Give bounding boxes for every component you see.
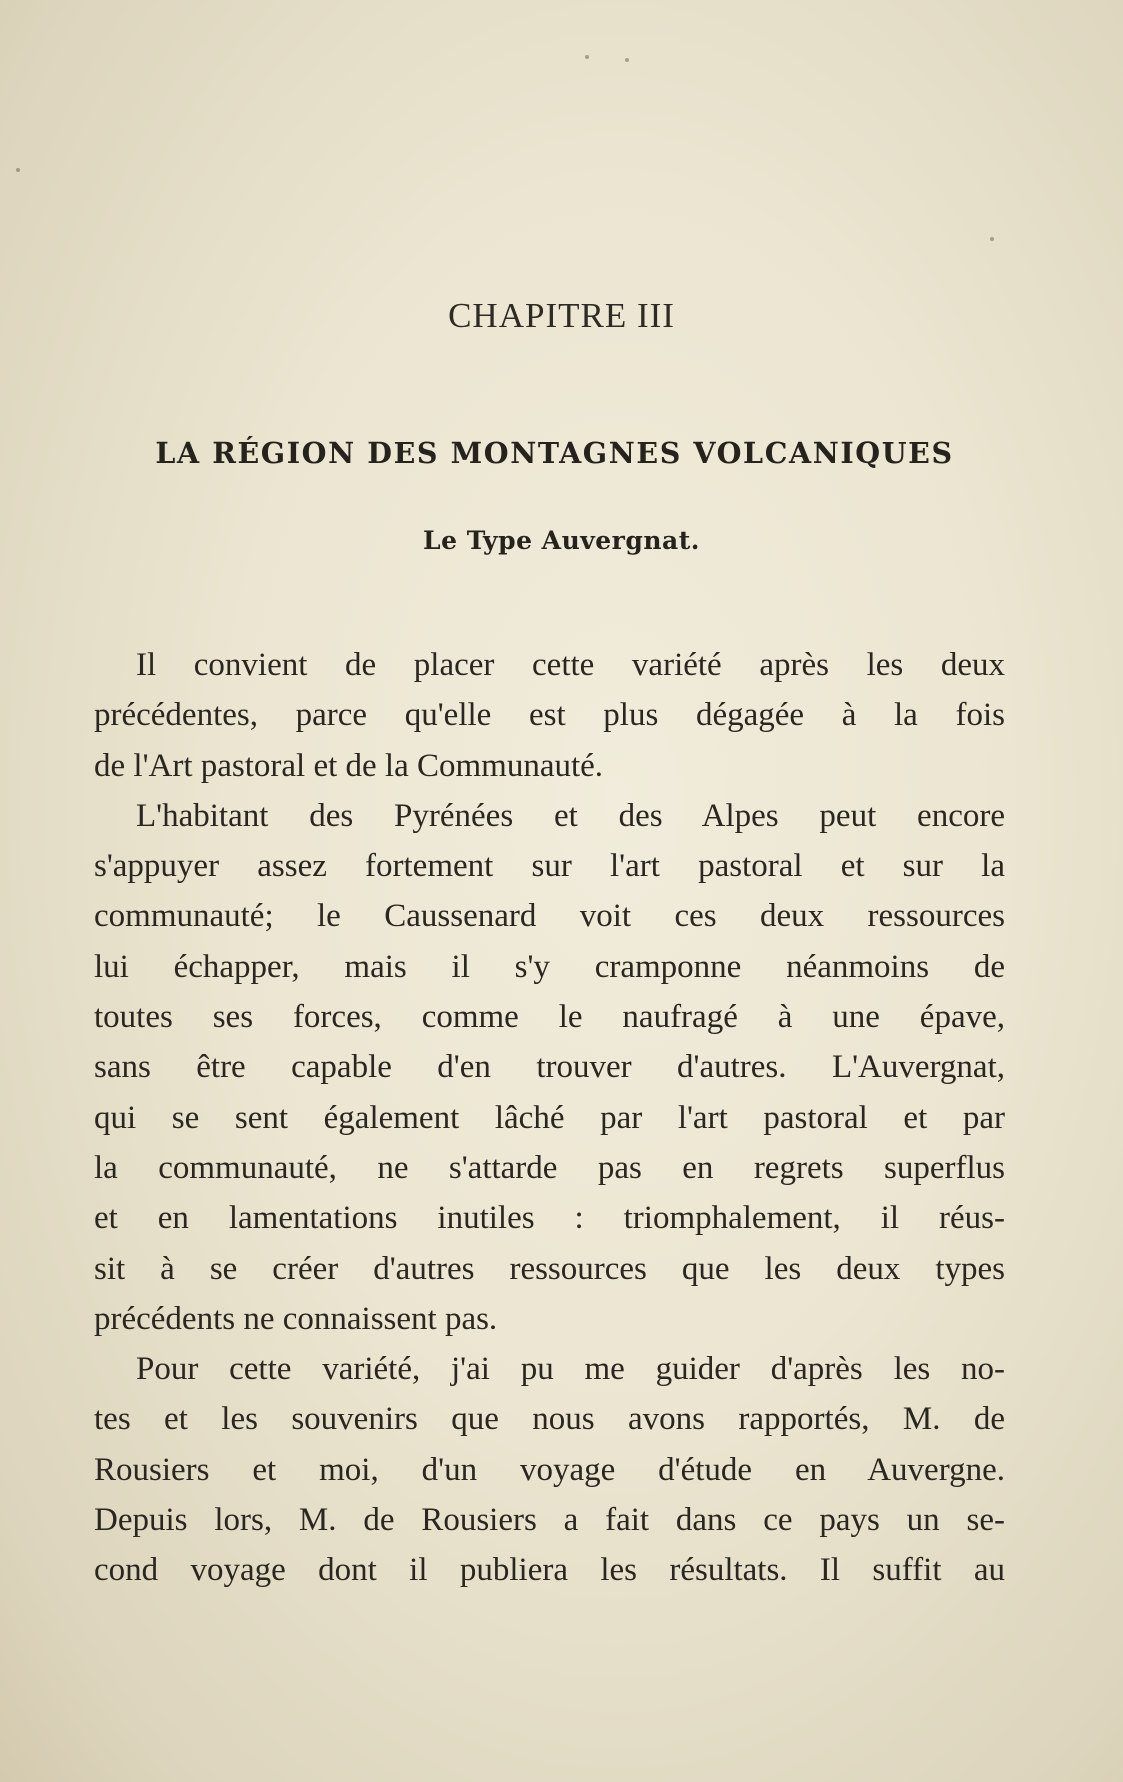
text-line: Il convient de placer cette variété après les deux [136, 647, 1005, 683]
text-line: précédents ne connaissent pas. [94, 1300, 498, 1337]
text-line: de l'Art pastoral et de la Communauté. [94, 747, 604, 784]
text-line: qui se sent également lâché par l'art pastoral et par [94, 1099, 1005, 1136]
text-line: la communauté, ne s'attarde pas en regrets superflus [94, 1149, 1005, 1186]
section-title: LA RÉGION DES MONTAGNES VOLCANIQUES [155, 436, 954, 470]
chapter-heading: CHAPITRE III [448, 296, 675, 335]
section-subtitle: Le Type Auvergnat. [423, 526, 700, 555]
text-line: sans être capable d'en trouver d'autres. L'Auvergnat, [94, 1049, 1005, 1086]
text-line: cond voyage dont il publiera les résultats. Il suffit au [94, 1552, 1005, 1589]
paper-speck [990, 237, 994, 241]
text-line: précédentes, parce qu'elle est plus dégagée à la fois [94, 697, 1005, 734]
text-line: lui échapper, mais il s'y cramponne néanmoins de [94, 948, 1005, 985]
paper-speck [625, 58, 629, 62]
text-line: et en lamentations inutiles : triomphalement, il réus- [94, 1200, 1005, 1237]
text-line: L'habitant des Pyrénées et des Alpes peut encore [136, 797, 1005, 834]
text-line: communauté; le Caussenard voit ces deux ressources [94, 898, 1005, 935]
text-line: s'appuyer assez fortement sur l'art pastoral et sur la [94, 848, 1005, 885]
text-line: toutes ses forces, comme le naufragé à une épave, [94, 999, 1005, 1036]
text-line: Pour cette variété, j'ai pu me guider d'après les no- [136, 1351, 1005, 1388]
text-line: Rousiers et moi, d'un voyage d'étude en Auvergne. [94, 1451, 1005, 1488]
body-text [94, 640, 1005, 1596]
text-line: tes et les souvenirs que nous avons rapportés, M. de [94, 1401, 1005, 1438]
text-line: sit à se créer d'autres ressources que les deux types [94, 1250, 1005, 1287]
text-line: Depuis lors, M. de Rousiers a fait dans ce pays un se- [94, 1502, 1005, 1539]
paper-speck [16, 168, 20, 172]
paper-speck [585, 55, 589, 59]
